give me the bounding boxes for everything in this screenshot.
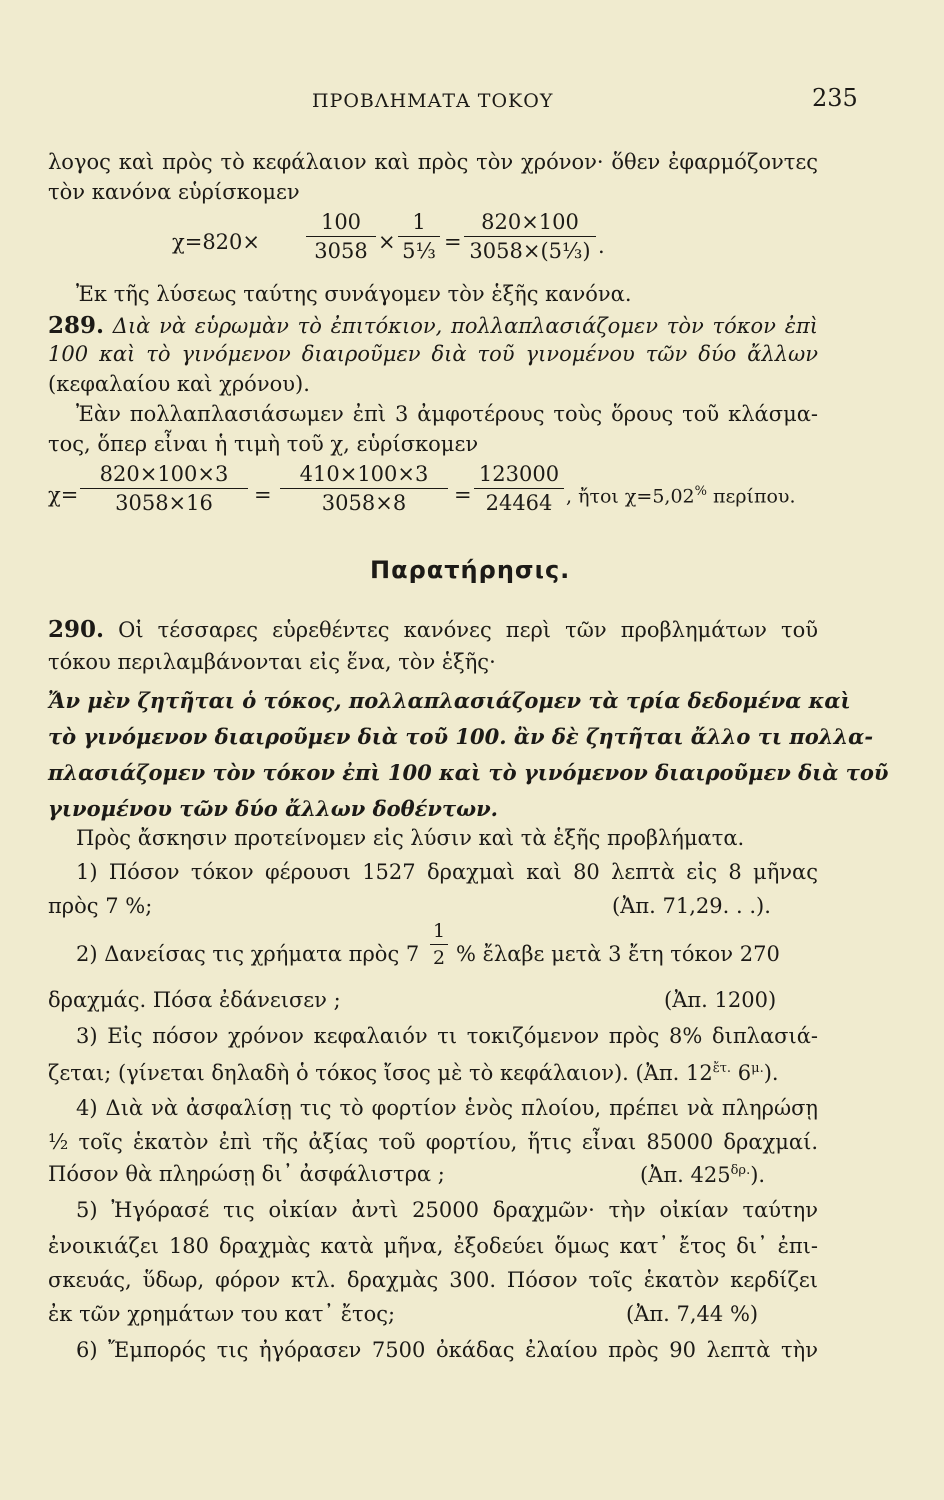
page-header (0, 84, 944, 118)
section-290-line-2: τόκου περιλαμβάνονται εἰς ἕνα, τὸν ἑξῆς· (48, 650, 496, 674)
problem-1-answer: (Ἀπ. 71,29. . .). (612, 894, 771, 918)
problem-3-line-2 (48, 1062, 779, 1084)
formula-2-fraction-3-numerator: 123000 (474, 462, 564, 489)
formula-2-result-prefix: , ἤτοι χ=5,02 (566, 485, 695, 508)
formula-2-fraction-2-numerator: 410×100×3 (280, 462, 448, 489)
problem-4-answer (640, 1164, 765, 1186)
formula-2-equals-1: = (254, 483, 272, 507)
intro-line-1: λογος καὶ πρὸς τὸ κεφάλαιον καὶ πρὸς τὸν χρόνον· ὅθεν ἐφαρμόζοντες (48, 150, 818, 174)
formula-1-lhs: χ=820× (172, 230, 260, 254)
section-290-text-1: Οἱ τέσσαρες εὑρεθέντες κανόνες περὶ τῶν προβλημάτων τοῦ (118, 618, 818, 642)
formula-1-fraction-1-denominator: 3058 (314, 239, 368, 263)
problem-4-line-2: ½ τοῖς ἑκατὸν ἐπὶ τῆς ἀξίας τοῦ φορτίου, ἥτις εἶναι 85000 δραχμαί. (48, 1130, 818, 1154)
formula-1-equals: = (444, 230, 462, 254)
problem-2-fraction (430, 920, 448, 969)
problem-2-text-a: 2) Δανείσας τις χρήματα πρὸς 7 (76, 942, 420, 966)
formula-2-fraction-3-denominator: 24464 (485, 491, 553, 515)
problem-2-line-1 (76, 944, 419, 965)
formula-1-fraction-3-numerator: 820×100 (464, 210, 596, 237)
formula-1-fraction-1-numerator: 100 (306, 210, 376, 237)
problem-4-answer-b: ). (750, 1163, 766, 1187)
formula-2-equals-2: = (454, 483, 472, 507)
formula-1-period: . (598, 234, 605, 258)
section-289-text-1: Ἐὰν πολλαπλασιάσωμεν ἐπὶ 3 ἀμφοτέρους τοὺς ὅρους τοῦ κλάσμα- (76, 402, 818, 426)
problem-3-end: ). (763, 1061, 779, 1085)
formula-1-fraction-2-numerator: 1 (398, 210, 440, 237)
problem-4-line-3: Πόσον θὰ πληρώσῃ δι᾽ ἀσφάλιστρα ; (48, 1162, 445, 1186)
problem-2-text-b: % ἔλαβε μετὰ 3 ἔτη τόκον 270 (456, 942, 780, 966)
formula-2-fraction-3 (474, 462, 564, 515)
problem-3-text: ζεται; (γίνεται δηλαδὴ ὁ τόκος ἴσος μὲ τὸ κεφάλαιον). (Ἀπ. 12 (48, 1061, 713, 1085)
formula-2-fraction-2-denominator: 3058×8 (321, 491, 407, 515)
formula-2-fraction-2 (280, 462, 448, 515)
formula-2-fraction-1 (80, 462, 248, 515)
formula-2-fraction-1-denominator: 3058×16 (115, 491, 213, 515)
formula-2-result-percent: % (694, 484, 707, 499)
problem-2-fraction-denominator: 2 (432, 947, 446, 969)
problem-5-line-3: σκευάς, ὕδωρ, φόρον κτλ. δραχμὰς 300. Πόσον τοῖς ἑκατὸν κερδίζει (48, 1268, 818, 1292)
section-290-number: 290. (48, 616, 105, 643)
problem-5-line-1: 5) Ἠγόρασέ τις οἰκίαν ἀντὶ 25000 δραχμῶν· τὴν οἰκίαν ταύτην (76, 1198, 818, 1222)
problem-1-line-2: πρὸς 7 %; (48, 894, 153, 918)
formula-2-result (566, 485, 796, 506)
problem-5-line-2: ἐνοικιάζει 180 δραχμὰς κατὰ μῆνα, ἐξοδεύει ὅμως κατ᾽ ἔτος δι᾽ ἐπι- (48, 1234, 818, 1258)
page-number: 235 (812, 84, 858, 112)
problem-2-answer: (Ἀπ. 1200) (664, 988, 777, 1012)
problem-4-line-1: 4) Διὰ νὰ ἀσφαλίσῃ τις τὸ φορτίον ἑνὸς πλοίου, πρέπει νὰ πληρώσῃ (76, 1096, 818, 1120)
section-290-rule-2: τὸ γινόμενον διαιροῦμεν διὰ τοῦ 100. ἂν δὲ ζητῆται ἄλλο τι πολλα- (48, 724, 874, 749)
section-289-rule-2: 100 καὶ τὸ γινόμενον διαιροῦμεν διὰ τοῦ γινομένου τῶν δύο ἄλλων (48, 342, 818, 366)
problem-1-line-1: 1) Πόσον τόκον φέρουσι 1527 δραχμαὶ καὶ 80 λεπτὰ εἰς 8 μῆνας (76, 860, 818, 884)
formula-1-fraction-2 (398, 210, 440, 263)
section-289-text-2: τος, ὅπερ εἶναι ἡ τιμὴ τοῦ χ, εὑρίσκομεν (48, 432, 479, 456)
formula-2-result-suffix: περίπου. (713, 485, 796, 508)
problem-4-answer-sup: δρ. (730, 1163, 751, 1178)
running-head: ΠΡΟΒΛΗΜΑΤΑ ΤΟΚΟΥ (312, 90, 554, 112)
after-formula-1: Ἐκ τῆς λύσεως ταύτης συνάγομεν τὸν ἑξῆς κανόνα. (76, 282, 632, 306)
section-289-number: 289. (48, 312, 105, 339)
problem-5-answer: (Ἀπ. 7,44 %) (626, 1302, 759, 1326)
formula-1-fraction-2-denominator: 5⅓ (402, 239, 436, 263)
problem-5-line-4: ἐκ τῶν χρημάτων του κατ᾽ ἔτος; (48, 1302, 396, 1326)
section-title: Παρατήρησις. (370, 556, 571, 584)
problem-6-line-1: 6) Ἔμπορός τις ἠγόρασεν 7500 ὀκάδας ἐλαίου πρὸς 90 λεπτὰ τὴν (76, 1338, 818, 1362)
problem-2-fraction-numerator: 1 (430, 920, 448, 945)
section-290-rule-3: πλασιάζομεν τὸν τόκον ἐπὶ 100 καὶ τὸ γινόμενον διαιροῦμεν διὰ τοῦ (48, 760, 889, 785)
formula-1-fraction-3 (464, 210, 596, 263)
formula-1-fraction-3-denominator: 3058×(5⅓) (469, 239, 591, 263)
section-289-rule-1: Διὰ νὰ εὑρωμὰν τὸ ἐπιτόκιον, πολλαπλασιάζομεν τὸν τόκον ἐπὶ (112, 314, 818, 338)
formula-1-times: × (378, 230, 396, 254)
section-290-rule-4: γινομένου τῶν δύο ἄλλων δοθέντων. (48, 796, 498, 821)
section-290-line-1 (48, 618, 818, 641)
formula-2-lhs: χ= (48, 483, 79, 507)
problem-3-sup-months: μ. (751, 1061, 764, 1076)
formula-2-fraction-1-numerator: 820×100×3 (80, 462, 248, 489)
problem-3-sup-years: ἔτ. (712, 1061, 732, 1076)
intro-line-2: τὸν κανόνα εὑρίσκομεν (48, 180, 300, 204)
problem-2-line-2: δραχμάς. Πόσα ἐδάνεισεν ; (48, 988, 341, 1012)
problem-3-months: 6 (731, 1061, 752, 1085)
section-290-rule-1: Ἄν μὲν ζητῆται ὁ τόκος, πολλαπλασιάζομεν τὰ τρία δεδομένα καὶ (48, 688, 851, 713)
section-289-rule-3: (κεφαλαίου καὶ χρόνου). (48, 372, 310, 396)
formula-1-fraction-1 (306, 210, 376, 263)
exercises-intro: Πρὸς ἄσκησιν προτείνομεν εἰς λύσιν καὶ τὰ ἑξῆς προβλήματα. (76, 826, 745, 850)
problem-3-line-1: 3) Εἰς πόσον χρόνον κεφαλαιόν τι τοκιζόμενον πρὸς 8% διπλασιά- (76, 1024, 818, 1048)
problem-4-answer-a: (Ἀπ. 425 (640, 1163, 731, 1187)
section-289-line-1 (48, 314, 818, 337)
